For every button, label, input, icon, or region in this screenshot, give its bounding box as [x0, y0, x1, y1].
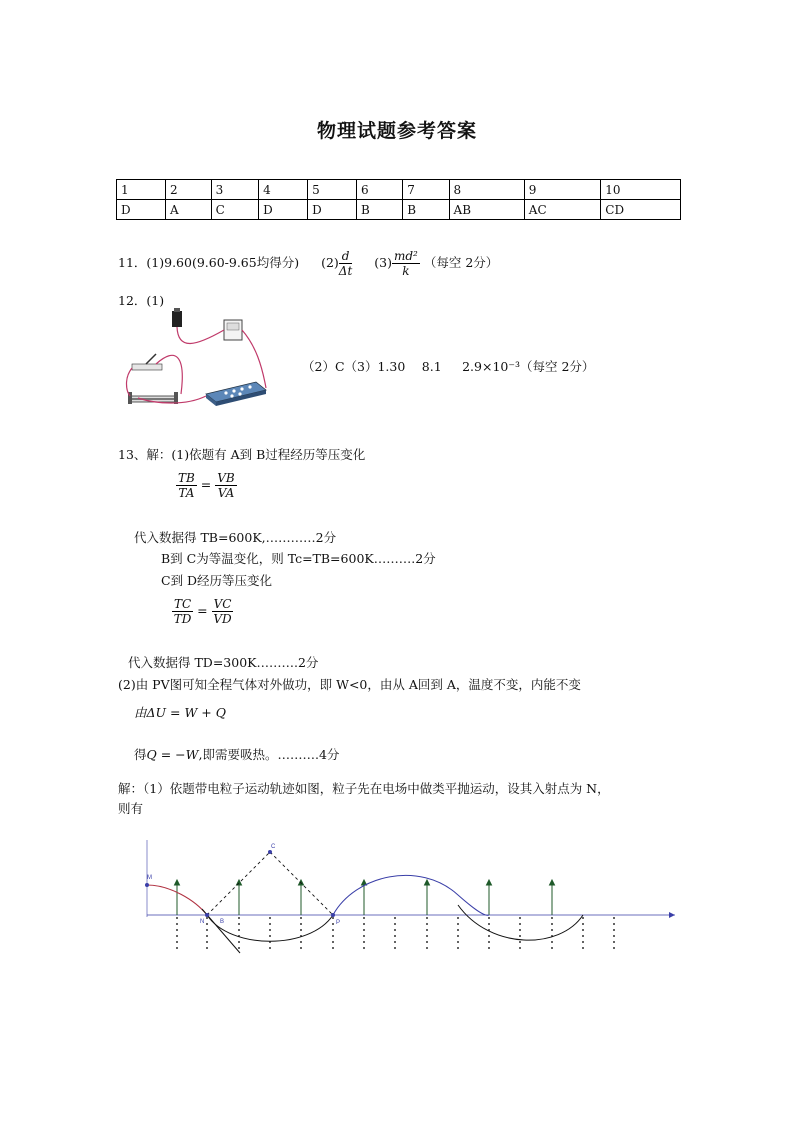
- fraction: [215, 471, 236, 500]
- q11-part3-prefix: (3): [374, 255, 392, 270]
- label-c: C: [271, 844, 276, 850]
- question-number: 10: [601, 180, 681, 200]
- answer-cell: C: [211, 200, 258, 220]
- fraction-denominator: Δt: [338, 264, 353, 278]
- q11-part3-fraction: [392, 249, 420, 278]
- fraction-numerator: VB: [217, 471, 235, 485]
- table-row: [117, 200, 681, 220]
- q13-line-1: 代入数据得 TB=600K,…………2分: [134, 530, 337, 545]
- fraction: [172, 597, 193, 626]
- question-number: 1: [117, 180, 166, 200]
- q13-equation-4: [134, 745, 339, 763]
- answer-cell: D: [308, 200, 357, 220]
- fraction: [176, 471, 197, 500]
- answer-cell: D: [117, 200, 166, 220]
- q13-heading: 13、解：(1)依题有 A到 B过程经历等压变化: [118, 447, 366, 462]
- q12-label: 12．(1): [118, 293, 165, 308]
- q11-part2-fraction: [339, 249, 353, 278]
- q11-part2-prefix: (2): [321, 255, 339, 270]
- answer-cell: CD: [601, 200, 681, 220]
- ammeter-icon: [224, 320, 242, 340]
- point-n: [205, 913, 209, 917]
- answer-cell: D: [259, 200, 308, 220]
- x-axis-arrow-icon: [669, 912, 675, 918]
- q13-part2: (2)由 PV图可知全程气体对外做功，即 W<0，由从 A回到 A，温度不变，内能不变: [118, 677, 581, 692]
- q13-equation-3: 由ΔU = W + Q: [134, 705, 226, 720]
- q14-line-1: 解：（1）依题带电粒子运动轨迹如图，粒子先在电场中做类平抛运动，设其入射点为 N，: [118, 781, 610, 796]
- q11-note: （每空 2分）: [423, 255, 499, 270]
- label-p: P: [336, 920, 341, 926]
- question-number: 2: [165, 180, 211, 200]
- fraction-numerator: VC: [213, 597, 232, 611]
- q13-equation-1: $\frac{TB}{TA}$ = $\frac{VB}{VA}$: [178, 471, 235, 500]
- point-p: [331, 913, 335, 917]
- question-number: 8: [449, 180, 524, 200]
- q13-line-2: B到 C为等温变化，则 Tc=TB=600K……….2分: [161, 551, 436, 566]
- question-number: 6: [357, 180, 403, 200]
- fraction-denominator: TA: [178, 486, 195, 500]
- point-c: [268, 850, 272, 854]
- fraction-denominator: VD: [213, 612, 232, 626]
- label-m: M: [147, 875, 152, 881]
- dashed-triangle: [207, 852, 333, 915]
- question-number: 9: [524, 180, 600, 200]
- circuit-diagram: [116, 306, 286, 416]
- fraction-numerator: d: [339, 249, 353, 264]
- fraction-denominator: VA: [217, 486, 235, 500]
- blue-trajectory: [333, 875, 489, 915]
- resistor-box-icon: [206, 382, 266, 406]
- battery-icon: [172, 308, 182, 327]
- fraction-denominator: TD: [173, 612, 192, 626]
- q12-answer: （2）C（3）1.30 8.1 2.9×10⁻³（每空 2分）: [302, 359, 595, 374]
- answer-cell: AB: [449, 200, 524, 220]
- fraction: [212, 597, 234, 626]
- fraction-numerator: TB: [178, 471, 195, 485]
- answer-cell: AC: [524, 200, 600, 220]
- answer-cell: B: [403, 200, 449, 220]
- label-b: B: [220, 919, 225, 925]
- q11-line: [118, 249, 498, 278]
- answer-cell: A: [165, 200, 211, 220]
- q14-line-2: 则有: [118, 801, 144, 816]
- question-number: 5: [308, 180, 357, 200]
- equation-suffix: ,即需要吸热。……….4分: [198, 747, 340, 762]
- label-n: N: [200, 919, 205, 925]
- fraction-numerator: TC: [174, 597, 192, 611]
- point-m: [145, 883, 149, 887]
- trajectory-diagram: [140, 835, 685, 960]
- q13-line-4: 代入数据得 TD=300K……….2分: [128, 655, 319, 670]
- question-number: 3: [211, 180, 258, 200]
- q13-line-3: C到 D经历等压变化: [161, 573, 273, 588]
- table-row: [117, 180, 681, 200]
- q11-part1: 11．(1)9.60(9.60-9.65均得分): [118, 255, 300, 270]
- q13-equation-2: $\frac{TC}{TD}$ = $\frac{VC}{VD}$: [173, 597, 232, 626]
- question-number: 7: [403, 180, 449, 200]
- fraction-denominator: k: [402, 264, 410, 278]
- answer-table: [116, 179, 681, 220]
- question-number: 4: [259, 180, 308, 200]
- answer-cell: B: [357, 200, 403, 220]
- equation-prefix: 得: [134, 747, 147, 762]
- equation: Q = −W: [146, 747, 199, 762]
- dotted-guide-lines: [177, 917, 614, 950]
- fraction-numerator: md²: [394, 249, 418, 263]
- page-title: 物理试题参考答案: [316, 120, 477, 142]
